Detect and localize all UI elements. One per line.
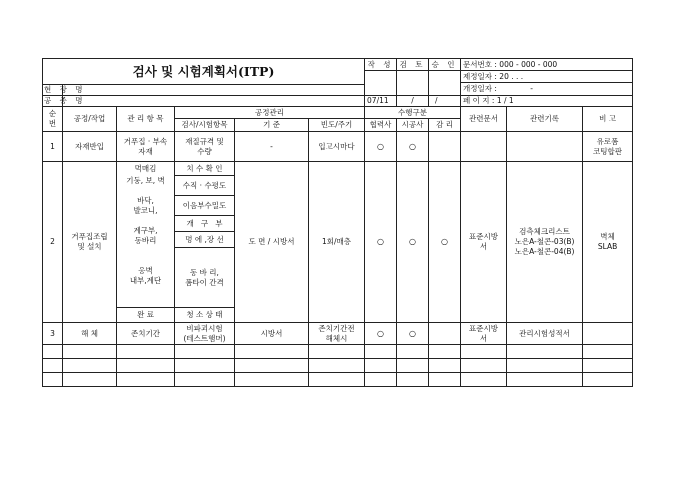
revised-date: 개정일자 : - — [461, 83, 633, 96]
row1-inspect: 재질규격 및 수량 — [175, 132, 235, 162]
row2-process: 거푸집조립 및 설치 — [63, 162, 117, 323]
empty-row — [43, 345, 633, 359]
doc-number: 문서번호 : 000 - 000 - 000 — [461, 59, 633, 71]
col-header-partner: 협력사 — [365, 119, 397, 132]
row2-item-mid: 기둥, 보, 벽 바닥, 발코니, 계구부, 동바리 옹벽 내부,계단 — [117, 176, 175, 308]
sign-label-reviewer: 검 토 — [397, 59, 429, 71]
row3-contractor-mark: ○ — [397, 323, 429, 345]
row2-sub-item: 멍 에 ,장 선 — [175, 232, 235, 248]
row2-sub-item: 동 바 리, 폼타이 간격 — [175, 248, 235, 308]
row2-freq: 1회/매층 — [309, 162, 365, 323]
row3-item: 존치기간 — [117, 323, 175, 345]
row1-record — [507, 132, 583, 162]
row3-standard: 시방서 — [235, 323, 309, 345]
col-header-item: 관 리 항 목 — [117, 107, 175, 132]
col-header-inspect: 검사/시험항목 — [175, 119, 235, 132]
col-header-no: 순 번 — [43, 107, 63, 132]
table-row — [43, 323, 633, 345]
row2-remark: 벽체 SLAB — [583, 162, 633, 323]
site-name-label: 현 장 명 — [44, 85, 86, 94]
row2-sub-item: 이음부수밀도 — [175, 196, 235, 216]
page-number: 페 이 지 : 1 / 1 — [461, 96, 633, 107]
row3-process: 해 체 — [63, 323, 117, 345]
row3-partner-mark: ○ — [365, 323, 397, 345]
sign-label-writer: 작 성 — [365, 59, 397, 71]
col-header-supervisor: 감 리 — [429, 119, 461, 132]
row2-item-bottom: 완 료 — [117, 308, 175, 323]
col-header-record: 관련기록 — [507, 107, 583, 132]
row1-freq: 입고시마다 — [309, 132, 365, 162]
col-header-doc: 관련문서 — [461, 107, 507, 132]
col-header-remark: 비 고 — [583, 107, 633, 132]
row1-process: 자재반입 — [63, 132, 117, 162]
date-cell-writer: 07/11 — [365, 96, 397, 107]
site-name-value — [63, 85, 365, 96]
row2-sub-item: 수직 · 수평도 — [175, 176, 235, 196]
row3-record: 관리시험성적서 — [507, 323, 583, 345]
row1-item: 거푸집 · 부속 자재 — [117, 132, 175, 162]
row3-inspect: 비파괴시험 (테스트햄머) — [175, 323, 235, 345]
work-name-value — [63, 96, 365, 107]
document-title: 검사 및 시험계획서(ITP) — [43, 59, 365, 85]
col-header-process: 공정/작업 — [63, 107, 117, 132]
row1-partner-mark: ○ — [365, 132, 397, 162]
col-header-freq: 빈도/주기 — [309, 119, 365, 132]
row1-contractor-mark: ○ — [397, 132, 429, 162]
row2-sub-item: 치 수 확 인 — [175, 162, 235, 176]
empty-row — [43, 359, 633, 373]
col-header-contractor: 시공사 — [397, 119, 429, 132]
date-cell-reviewer: / — [397, 96, 429, 107]
work-name-label: 공 종 명 — [44, 96, 86, 105]
row2-no: 2 — [43, 162, 63, 323]
row2-doc: 표준시방 서 — [461, 162, 507, 323]
sign-box-writer — [365, 71, 397, 96]
col-header-exec-group: 수행구분 — [365, 107, 461, 119]
row3-supervisor-mark — [429, 323, 461, 345]
row2-sub-item: 청 소 상 태 — [175, 308, 235, 323]
row2-sub-item: 개 구 부 — [175, 216, 235, 232]
sign-box-reviewer — [397, 71, 429, 96]
sign-box-approver — [429, 71, 461, 96]
row1-standard: - — [235, 132, 309, 162]
row1-doc — [461, 132, 507, 162]
row1-no: 1 — [43, 132, 63, 162]
row2-standard: 도 면 / 시방서 — [235, 162, 309, 323]
row2-item-top: 먹매김 — [117, 162, 175, 176]
sign-label-approver: 승 인 — [429, 59, 461, 71]
row3-doc: 표준시방 서 — [461, 323, 507, 345]
row2-supervisor-mark: ○ — [429, 162, 461, 323]
col-header-standard: 기 준 — [235, 119, 309, 132]
row3-freq: 존치기간전 해체시 — [309, 323, 365, 345]
itp-document — [42, 58, 632, 387]
row2-partner-mark: ○ — [365, 162, 397, 323]
row3-no: 3 — [43, 323, 63, 345]
itp-table — [42, 58, 633, 387]
row2-contractor-mark: ○ — [397, 162, 429, 323]
row3-remark — [583, 323, 633, 345]
made-date: 제정일자 : 20 . . . — [461, 71, 633, 83]
col-header-mgmt-group: 공정관리 — [175, 107, 365, 119]
table-row — [43, 132, 633, 162]
table-row — [43, 162, 633, 176]
date-cell-approver: / — [429, 96, 461, 107]
row1-remark: 유로폼 코팅합판 — [583, 132, 633, 162]
row2-record: 검측체크리스트 노은A-철콘-03(B) 노은A-철콘-04(B) — [507, 162, 583, 323]
empty-row — [43, 373, 633, 387]
row1-supervisor-mark — [429, 132, 461, 162]
